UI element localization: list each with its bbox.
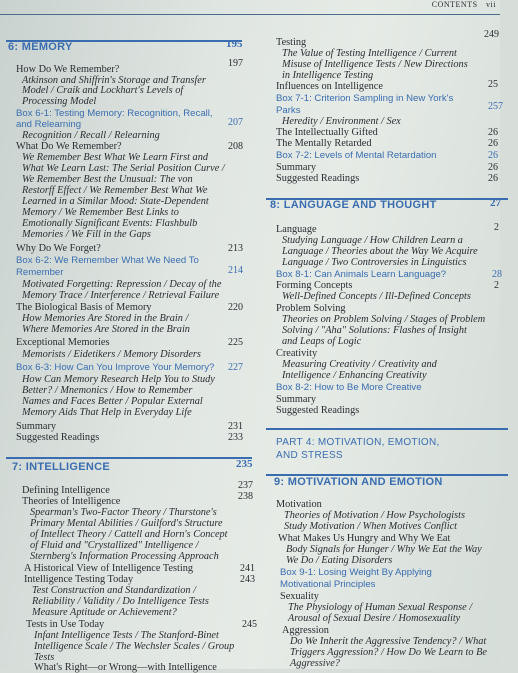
running-head-label: CONTENTS xyxy=(431,0,478,9)
toc-subentry: Aggressive? xyxy=(290,658,340,669)
toc-subentry: Emotionally Significant Events: Flashbulb xyxy=(22,218,198,229)
chapter-7-rule xyxy=(6,457,252,459)
toc-entry: What Do We Remember? xyxy=(16,141,122,152)
toc-subentry: Processing Model xyxy=(22,96,97,107)
toc-entry: Intelligence Testing Today xyxy=(24,574,134,585)
toc-subentry: How Memories Are Stored in the Brain / xyxy=(22,313,189,324)
chapter-9-title: 9: MOTIVATION AND EMOTION xyxy=(274,476,443,488)
toc-box-entry: Box 7-1: Criterion Sampling in New York's xyxy=(276,93,454,104)
toc-page: 220 xyxy=(228,302,243,313)
toc-box-entry: Box 6-3: How Can You Improve Your Memory? xyxy=(16,362,215,373)
toc-subentry: Heredity / Environment / Sex xyxy=(282,116,401,127)
toc-subentry: Infant Intelligence Tests / The Stanford-Binet xyxy=(34,630,219,641)
toc-box-entry: Box 7-2: Levels of Mental Retardation xyxy=(276,150,437,161)
toc-entry: Problem Solving xyxy=(276,303,346,314)
toc-subentry: Triggers Aggression? / How Do We Learn to Be xyxy=(290,647,487,658)
toc-subentry: Memory / We Remember Best Links to xyxy=(22,207,179,218)
toc-subentry: We Remember Best the Unusual: The von xyxy=(22,174,193,185)
toc-page: 197 xyxy=(228,58,243,69)
toc-entry: Summary xyxy=(16,421,57,432)
toc-entry: A Historical View of Intelligence Testing xyxy=(24,563,193,574)
toc-box-page: 28 xyxy=(492,269,502,280)
toc-page: 237 xyxy=(238,480,253,491)
toc-box-entry: Box 6-2: We Remember What We Need To xyxy=(16,255,199,266)
toc-page: 231 xyxy=(228,421,243,432)
toc-subentry: How Can Memory Research Help You to Study xyxy=(22,374,215,385)
toc-page: 213 xyxy=(228,243,243,254)
toc-entry: Influences on Intelligence xyxy=(276,81,383,92)
toc-subentry: of Fluid and "Crystallized" Intelligence / xyxy=(30,540,199,551)
toc-subentry: Do We Inherit the Aggressive Tendency? / What xyxy=(290,636,487,647)
toc-subentry: Memory Trace / Interference / Retrieval Failure xyxy=(22,290,220,301)
toc-subentry: The Physiology of Human Sexual Response / xyxy=(288,602,473,613)
toc-entry: Testing xyxy=(276,37,307,48)
toc-subentry: Model / Craik and Lockhart's Levels of xyxy=(22,85,184,96)
toc-entry: Defining Intelligence xyxy=(22,485,110,496)
toc-entry: Summary xyxy=(276,394,317,405)
toc-entry: Forming Concepts xyxy=(276,280,353,291)
toc-subentry: Study Motivation / When Motives Conflict xyxy=(284,521,458,532)
toc-subentry: Test Construction and Standardization / xyxy=(32,585,197,596)
toc-page: 243 xyxy=(240,574,255,585)
toc-box-entry: Motivational Principles xyxy=(280,579,376,590)
toc-subentry: Arousal of Sexual Desire / Homosexuality xyxy=(288,613,461,624)
toc-page: 2 xyxy=(494,222,499,233)
toc-subentry: Memorists / Eidetikers / Memory Disorders xyxy=(22,349,201,360)
toc-box-page: 207 xyxy=(228,117,243,128)
toc-subentry: and Leaps of Logic xyxy=(282,336,362,347)
toc-subentry: Studying Language / How Children Learn a xyxy=(282,235,463,246)
toc-subentry: Body Signals for Hunger / Why We Eat the Way xyxy=(286,544,482,555)
chapter-8-page: 27 xyxy=(490,197,501,209)
toc-entry: Aggression xyxy=(282,625,329,636)
chapter-7-page: 235 xyxy=(236,458,253,470)
toc-subentry: The Value of Testing Intelligence / Current xyxy=(282,48,457,59)
toc-subentry: Tests xyxy=(34,652,55,663)
toc-subentry: Theories on Problem Solving / Stages of Problem xyxy=(282,314,486,325)
toc-entry: What's Right—or Wrong—with Intelligence xyxy=(34,662,217,673)
toc-entry: Theories of Intelligence xyxy=(22,496,121,507)
toc-subentry: Memories / We Fill in the Gaps xyxy=(22,229,151,240)
toc-subentry: Better? / Mnemonics / How to Remember xyxy=(22,385,193,396)
toc-entry: Suggested Readings xyxy=(276,405,360,416)
toc-subentry: Names and Faces Better / Popular External xyxy=(22,396,203,407)
toc-subentry: Motivated Forgetting: Repression / Decay of the xyxy=(22,279,222,290)
toc-page: 26 xyxy=(488,127,498,138)
toc-subentry: Restorff Effect / We Remember Best What We xyxy=(22,185,208,196)
toc-subentry: What We Learn Last: The Serial Position Curve / xyxy=(22,163,225,174)
toc-entry: Suggested Readings xyxy=(276,173,360,184)
toc-subentry: Theories of Motivation / How Psychologists xyxy=(284,510,466,521)
toc-subentry: Primary Mental Abilities / Guilford's Structure xyxy=(30,518,223,529)
toc-page: 233 xyxy=(228,432,243,443)
toc-box-entry: Parks xyxy=(276,105,301,116)
toc-box-entry: Box 9-1: Losing Weight By Applying xyxy=(280,567,432,578)
toc-box-entry: Remember xyxy=(16,267,64,278)
toc-page: 241 xyxy=(240,563,255,574)
toc-box-entry: Box 8-2: How to Be More Creative xyxy=(276,382,422,393)
toc-subentry: Reliability / Validity / Do Intelligence Tests xyxy=(32,596,209,607)
toc-subentry: Language / Two Controversies in Linguistics xyxy=(282,257,467,268)
toc-box-page: 227 xyxy=(228,362,243,373)
toc-page: 26 xyxy=(488,138,498,149)
toc-page: 249 xyxy=(484,29,499,40)
chapter-6-page: 195 xyxy=(226,38,243,50)
header-rule xyxy=(0,14,500,15)
toc-entry: Summary xyxy=(276,162,317,173)
toc-subentry: Measuring Creativity / Creativity and xyxy=(282,359,437,370)
toc-box-entry: Box 8-1: Can Animals Learn Language? xyxy=(276,269,447,280)
running-head xyxy=(426,0,496,9)
toc-entry: The Biological Basis of Memory xyxy=(16,302,152,313)
toc-subentry: Well-Defined Concepts / Ill-Defined Concepts xyxy=(282,291,471,302)
toc-page: 25 xyxy=(488,79,498,90)
toc-subentry: Memory Aids That Help in Everyday Life xyxy=(22,407,192,418)
toc-entry: The Intellectually Gifted xyxy=(276,127,378,138)
toc-page: 26 xyxy=(488,173,498,184)
toc-subentry: Language / Theories about the Way We Acquire xyxy=(282,246,478,257)
toc-entry: How Do We Remember? xyxy=(16,64,120,75)
toc-subentry: Intelligence / Enhancing Creativity xyxy=(282,370,427,381)
toc-entry: What Makes Us Hungry and Why We Eat xyxy=(278,533,451,544)
toc-entry: Tests in Use Today xyxy=(26,619,105,630)
toc-page: 26 xyxy=(488,162,498,173)
toc-box-entry: Box 6-1: Testing Memory: Recognition, Recall, xyxy=(16,108,213,119)
toc-box-entry: and Relearning xyxy=(16,119,82,130)
toc-subentry: We Remember Best What We Learn First and xyxy=(22,152,208,163)
part-4-title-line-2: AND STRESS xyxy=(276,450,343,461)
toc-subentry: Recognition / Recall / Relearning xyxy=(22,130,160,141)
toc-box-page: 26 xyxy=(488,150,498,161)
toc-subentry: Solving / "Aha" Solutions: Flashes of Insight xyxy=(282,325,467,336)
toc-subentry: We Do / Eating Disorders xyxy=(286,555,393,566)
toc-entry: Motivation xyxy=(276,499,322,510)
toc-box-page: 257 xyxy=(488,101,503,112)
toc-entry: Exceptional Memories xyxy=(16,337,110,348)
toc-subentry: Spearman's Two-Factor Theory / Thurstone's xyxy=(30,507,217,518)
toc-box-page: 214 xyxy=(228,265,243,276)
toc-subentry: Sternberg's Information Processing Approach xyxy=(30,551,219,562)
toc-entry: Why Do We Forget? xyxy=(16,243,101,254)
chapter-8-title: 8: LANGUAGE AND THOUGHT xyxy=(270,199,437,211)
toc-entry: Language xyxy=(276,224,317,235)
running-head-page: vii xyxy=(486,0,496,9)
chapter-6-title: 6: MEMORY xyxy=(8,41,73,53)
toc-subentry: of Intellect Theory / Cattell and Horn's Concept xyxy=(30,529,228,540)
part-4-rule xyxy=(266,428,508,430)
toc-entry: Suggested Readings xyxy=(16,432,100,443)
toc-entry: Sexuality xyxy=(280,591,319,602)
toc-subentry: Misuse of Intelligence Tests / New Directions xyxy=(282,59,468,70)
toc-entry: Creativity xyxy=(276,348,318,359)
toc-subentry: Where Memories Are Stored in the Brain xyxy=(22,324,190,335)
toc-page: 238 xyxy=(238,491,253,502)
toc-page: 225 xyxy=(228,337,243,348)
toc-page: 2 xyxy=(494,280,499,291)
toc-page: 208 xyxy=(228,141,243,152)
toc-subentry: Learned in a Similar Mood: State-Dependent xyxy=(22,196,209,207)
toc-subentry: Measure Aptitude or Achievement? xyxy=(32,607,177,618)
toc-subentry: in Intelligence Testing xyxy=(282,70,374,81)
toc-subentry: Intelligence Scale / The Wechsler Scales / Group xyxy=(34,641,235,652)
toc-subentry: Atkinson and Shiffrin's Storage and Transfer xyxy=(22,75,206,86)
part-4-title-line-1: PART 4: MOTIVATION, EMOTION, xyxy=(276,437,440,448)
toc-entry: The Mentally Retarded xyxy=(276,138,372,149)
toc-page: 245 xyxy=(242,619,257,630)
chapter-7-title: 7: INTELLIGENCE xyxy=(12,461,111,473)
